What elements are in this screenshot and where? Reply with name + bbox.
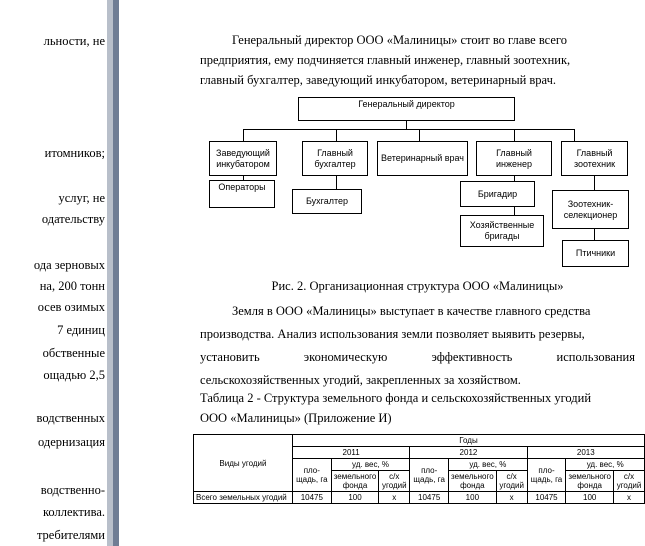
land-paragraph <box>200 300 635 392</box>
share-agri-2011: с/х угодий <box>379 471 410 492</box>
cell: 10475 <box>292 492 331 504</box>
table-row <box>194 492 645 504</box>
area-header-2012: пло-щадь, га <box>410 459 449 492</box>
left-text-fragment: итомников; <box>44 146 105 160</box>
intro-line-2: предприятия, ему подчиняется главный инженер, главный зоотехник, <box>200 53 571 67</box>
left-text-fragment: услуг, не <box>58 191 105 205</box>
org-chief-zootechnician: Главный зоотехник <box>561 141 628 176</box>
area-header-2013: пло-щадь, га <box>527 459 566 492</box>
share-land-2012: земельного фонда <box>449 471 497 492</box>
share-agri-2012: с/х угодий <box>496 471 527 492</box>
document-page <box>119 0 645 546</box>
year-2013: 2013 <box>527 447 644 459</box>
left-text-fragment: водственных <box>36 411 105 425</box>
left-text-fragment: льности, не <box>43 34 105 48</box>
intro-line-1: Генеральный директор ООО «Малиницы» стоит во главе всего <box>232 33 567 47</box>
org-operators: Операторы <box>209 180 275 208</box>
left-text-fragment: 7 единиц <box>57 323 105 337</box>
left-text-fragment: одательству <box>41 212 105 226</box>
left-text-fragment: обственные <box>42 346 105 360</box>
left-text-fragment: коллектива. <box>42 505 105 519</box>
cell: 10475 <box>410 492 449 504</box>
org-poultry-workers: Птичники <box>562 240 629 267</box>
left-text-fragment: одернизация <box>37 435 105 449</box>
row-header-cell: Виды угодий <box>194 435 293 492</box>
area-header-2011: пло-щадь, га <box>292 459 331 492</box>
intro-paragraph <box>200 30 635 90</box>
left-text-fragment: ощадью 2,5 <box>43 368 105 382</box>
table-title-line-2: ООО «Малиницы» (Приложение И) <box>200 411 392 425</box>
cell: х <box>379 492 410 504</box>
share-header-2011: уд. вес, % <box>331 459 410 471</box>
org-accountant: Бухгалтер <box>292 189 362 214</box>
year-2012: 2012 <box>410 447 527 459</box>
org-general-director: Генеральный директор <box>298 97 515 121</box>
cell: 10475 <box>527 492 566 504</box>
land-line-4: сельскохозяйственных угодий, закрепленных за хозяйством. <box>200 373 521 387</box>
land-structure-table <box>193 434 645 504</box>
org-chief-accountant: Главный бухгалтер <box>302 141 368 176</box>
org-incubator-head: Заведующий инкубатором <box>209 141 277 176</box>
cell: 100 <box>566 492 614 504</box>
table-title <box>200 388 635 428</box>
table-title-line-1: Таблица 2 - Структура земельного фонда и сельскохозяйственных угодий <box>200 391 592 405</box>
years-header: Годы <box>292 435 644 447</box>
org-household-brigades: Хозяйственные бригады <box>460 215 544 247</box>
org-foreman: Бригадир <box>460 181 535 207</box>
share-land-2011: земельного фонда <box>331 471 379 492</box>
left-text-fragment: осев озимых <box>37 300 105 314</box>
share-land-2013: земельного фонда <box>566 471 614 492</box>
share-agri-2013: с/х угодий <box>614 471 645 492</box>
left-page-fragment <box>0 0 107 546</box>
land-line-3: установить экономическую эффективность использования <box>200 350 635 364</box>
row-name: Всего земельных угодий <box>194 492 293 504</box>
land-line-1: Земля в ООО «Малиницы» выступает в качестве главного средства <box>232 304 591 318</box>
cell: х <box>614 492 645 504</box>
cell: 100 <box>331 492 379 504</box>
org-veterinarian: Ветеринарный врач <box>377 141 468 176</box>
intro-line-3: главный бухгалтер, заведующий инкубатором, ветеринарный врач. <box>200 73 557 87</box>
cell: 100 <box>449 492 497 504</box>
year-2011: 2011 <box>292 447 409 459</box>
org-zootechnician-breeder: Зоотехник-селекционер <box>552 190 629 229</box>
left-text-fragment: на, 200 тонн <box>39 279 105 293</box>
left-text-fragment: ода зерновых <box>33 258 105 272</box>
left-text-fragment: требителями <box>36 528 105 542</box>
left-text-fragment: водственно- <box>40 483 105 497</box>
figure-caption: Рис. 2. Организационная структура ООО «Малиницы» <box>271 279 564 293</box>
share-header-2012: уд. вес, % <box>449 459 528 471</box>
share-header-2013: уд. вес, % <box>566 459 645 471</box>
land-line-2: производства. Анализ использования земли позволяет выявить резервы, <box>200 327 585 341</box>
cell: х <box>496 492 527 504</box>
org-chief-engineer: Главный инженер <box>476 141 552 176</box>
